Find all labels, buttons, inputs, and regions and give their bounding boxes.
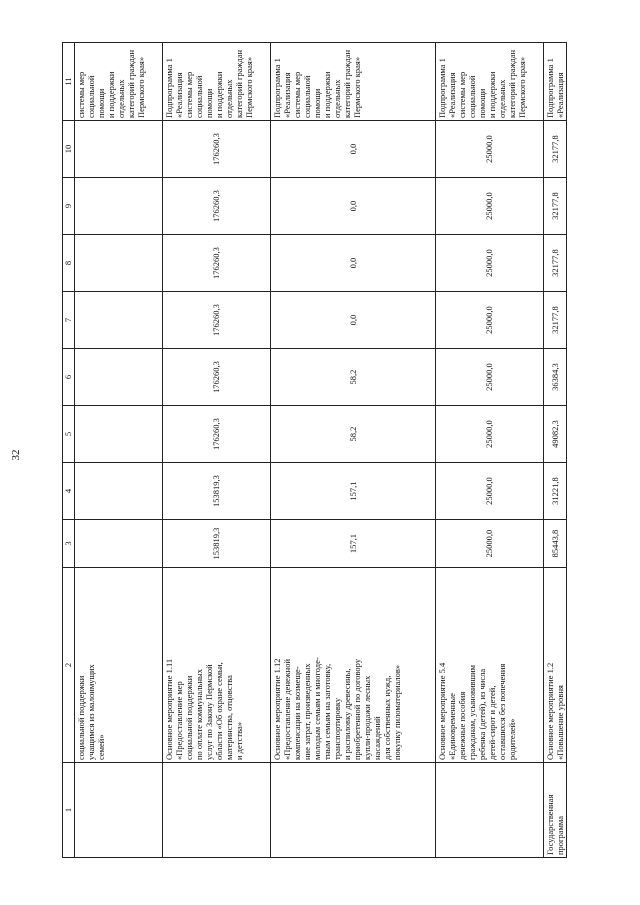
value-cell: 25000,0 [436, 235, 544, 292]
program-cell [75, 763, 163, 858]
value-cell: 157,1 [271, 520, 436, 568]
measure-cell: Основное мероприятие 5.4 «Единовременные денежные пособия гражданам, усыновившим ребенка (детей), из числа детей-сирот и детей, оставшихся без попечения родителей» [436, 568, 544, 763]
header-cell: 11 [63, 43, 75, 121]
header-cell: 9 [63, 178, 75, 235]
value-cell [75, 463, 163, 520]
value-cell: 176260,3 [163, 235, 271, 292]
subprogram-cell: Подпрограмма 1 «Реализация системы мер социальной помощи и поддержки отдельных категорий граждан Пермского края» [436, 43, 544, 121]
value-cell: 25000,0 [436, 178, 544, 235]
header-cell: 5 [63, 406, 75, 463]
value-cell: 25000,0 [436, 463, 544, 520]
value-cell: 32177,8 [544, 121, 567, 178]
program-cell [436, 763, 544, 858]
value-cell [75, 235, 163, 292]
value-cell: 25000,0 [436, 349, 544, 406]
program-cell: Государственная программа [544, 763, 567, 858]
table-row [544, 43, 567, 858]
value-cell: 32177,8 [544, 292, 567, 349]
value-cell: 36384,3 [544, 349, 567, 406]
subprogram-cell: Подпрограмма 1 «Реализация системы мер социальной помощи и поддержки отдельных категорий граждан Пермского края» [271, 43, 436, 121]
header-cell: 7 [63, 292, 75, 349]
subprogram-cell: системы мер социальной помощи и поддержки отдельных категорий граждан Пермского края» [75, 43, 163, 121]
value-cell: 25000,0 [436, 121, 544, 178]
program-cell [163, 763, 271, 858]
value-cell: 153819,3 [163, 520, 271, 568]
header-cell: 8 [63, 235, 75, 292]
value-cell: 58,2 [271, 349, 436, 406]
table-row [163, 43, 271, 858]
value-cell: 0,0 [271, 292, 436, 349]
value-cell [75, 292, 163, 349]
value-cell: 153819,3 [163, 463, 271, 520]
value-cell: 0,0 [271, 121, 436, 178]
value-cell: 85443,8 [544, 520, 567, 568]
value-cell [75, 178, 163, 235]
page-number: 32 [10, 449, 22, 461]
header-cell: 3 [63, 520, 75, 568]
measure-cell: Основное мероприятие 1.11 «Предоставление мер социальной поддержки по оплате коммунальных услуг по Закону Пермской области «Об охране семьи, материнства, отцовства и детства» [163, 568, 271, 763]
budget-table [62, 42, 567, 858]
value-cell: 176260,3 [163, 292, 271, 349]
value-cell: 176260,3 [163, 178, 271, 235]
value-cell: 31221,8 [544, 463, 567, 520]
value-cell [75, 520, 163, 568]
value-cell [75, 406, 163, 463]
value-cell: 176260,3 [163, 406, 271, 463]
header-cell: 6 [63, 349, 75, 406]
value-cell [75, 349, 163, 406]
header-row [63, 43, 75, 858]
measure-cell: Основное мероприятие 1.12 «Предоставление денежной компенсации на возмеще- ние затрат, произведенных молодым семьям и многоде- тным семьям на заготовку, транспортировку и распиловку древесины, приобретенной по договору купли-продажи лесных насаждений для собственных нужд, покупку пиломатериалов» [271, 568, 436, 763]
value-cell: 0,0 [271, 178, 436, 235]
header-cell: 4 [63, 463, 75, 520]
value-cell: 25000,0 [436, 292, 544, 349]
value-cell: 0,0 [271, 235, 436, 292]
table-row [436, 43, 544, 858]
value-cell: 176260,3 [163, 349, 271, 406]
value-cell: 49082,3 [544, 406, 567, 463]
measure-cell: социальной поддержки учащимся из малоимущих семей» [75, 568, 163, 763]
header-cell: 1 [63, 763, 75, 858]
table-row [75, 43, 163, 858]
subprogram-cell: Подпрограмма 1 «Реализация системы мер социальной помощи и поддержки отдельных категорий граждан Пермского края» [163, 43, 271, 121]
rotated-table-container [62, 43, 567, 858]
table-row [271, 43, 436, 858]
value-cell: 176260,3 [163, 121, 271, 178]
program-cell [271, 763, 436, 858]
value-cell: 25000,0 [436, 406, 544, 463]
header-cell: 2 [63, 568, 75, 763]
measure-cell: Основное мероприятие 1.2 «Повышение уровня [544, 568, 567, 763]
value-cell: 32177,8 [544, 178, 567, 235]
value-cell: 25000,0 [436, 520, 544, 568]
value-cell [75, 121, 163, 178]
value-cell: 58,2 [271, 406, 436, 463]
subprogram-cell: Подпрограмма 1 «Реализация [544, 43, 567, 121]
value-cell: 32177,8 [544, 235, 567, 292]
value-cell: 157,1 [271, 463, 436, 520]
header-cell: 10 [63, 121, 75, 178]
